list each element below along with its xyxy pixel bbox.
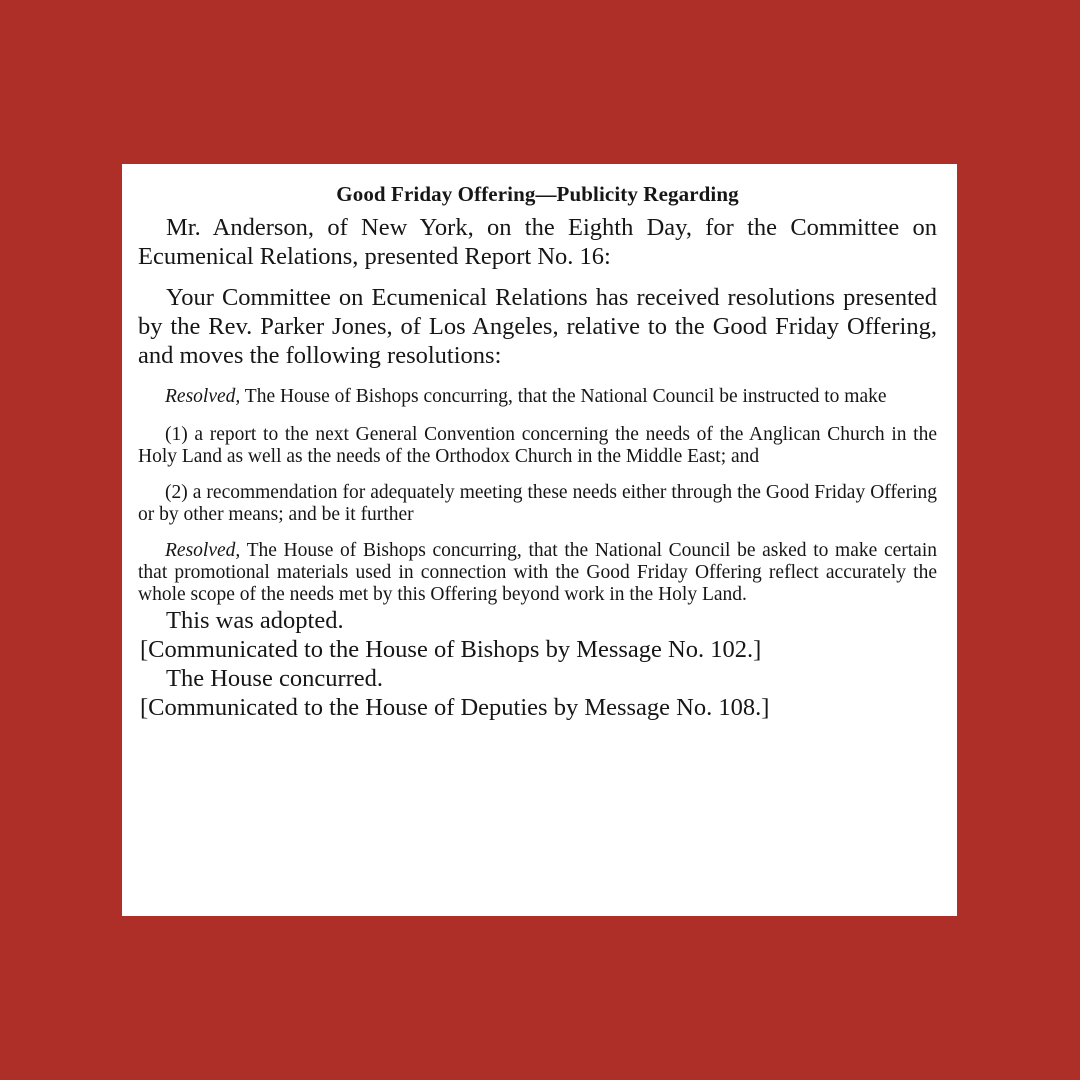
resolution-2-text: The House of Bishops concurring, that the National Council be asked to make certain that promotional materials used in connection with the Good Friday Offering reflect accurately the whole scope of the needs met by this Offering beyond work in the Holy Land. [138, 540, 937, 605]
resolution-1 [138, 386, 937, 408]
resolved-label: Resolved, [165, 386, 241, 407]
document-title: Good Friday Offering—Publicity Regarding [336, 182, 739, 206]
intro-paragraph: Mr. Anderson, of New York, on the Eighth Day, for the Committee on Ecumenical Relations, presented Report No. 16: [138, 214, 937, 270]
resolution-1-text: The House of Bishops concurring, that the National Council be instructed to make [240, 386, 887, 407]
communicated-bishops: [Communicated to the House of Bishops by Message No. 102.] [140, 636, 762, 663]
document-page [122, 164, 957, 916]
item-1: (1) a report to the next General Convention concerning the needs of the Anglican Church in the Holy Land as well as the needs of the Orthodox Church in the Middle East; and [138, 424, 937, 467]
committee-statement: Your Committee on Ecumenical Relations has received resolutions presented by the Rev. Parker Jones, of Los Angeles, relative to the Good Friday Offering, and moves the following resolutions: [138, 284, 937, 369]
resolution-2 [138, 540, 937, 606]
communicated-deputies: [Communicated to the House of Deputies by Message No. 108.] [140, 694, 770, 721]
resolved-label: Resolved, [165, 540, 241, 561]
adopted-line: This was adopted. [166, 607, 344, 634]
concurred-line: The House concurred. [166, 665, 384, 692]
item-2: (2) a recommendation for adequately meeting these needs either through the Good Friday Offering or by other means; and be it further [138, 482, 937, 525]
